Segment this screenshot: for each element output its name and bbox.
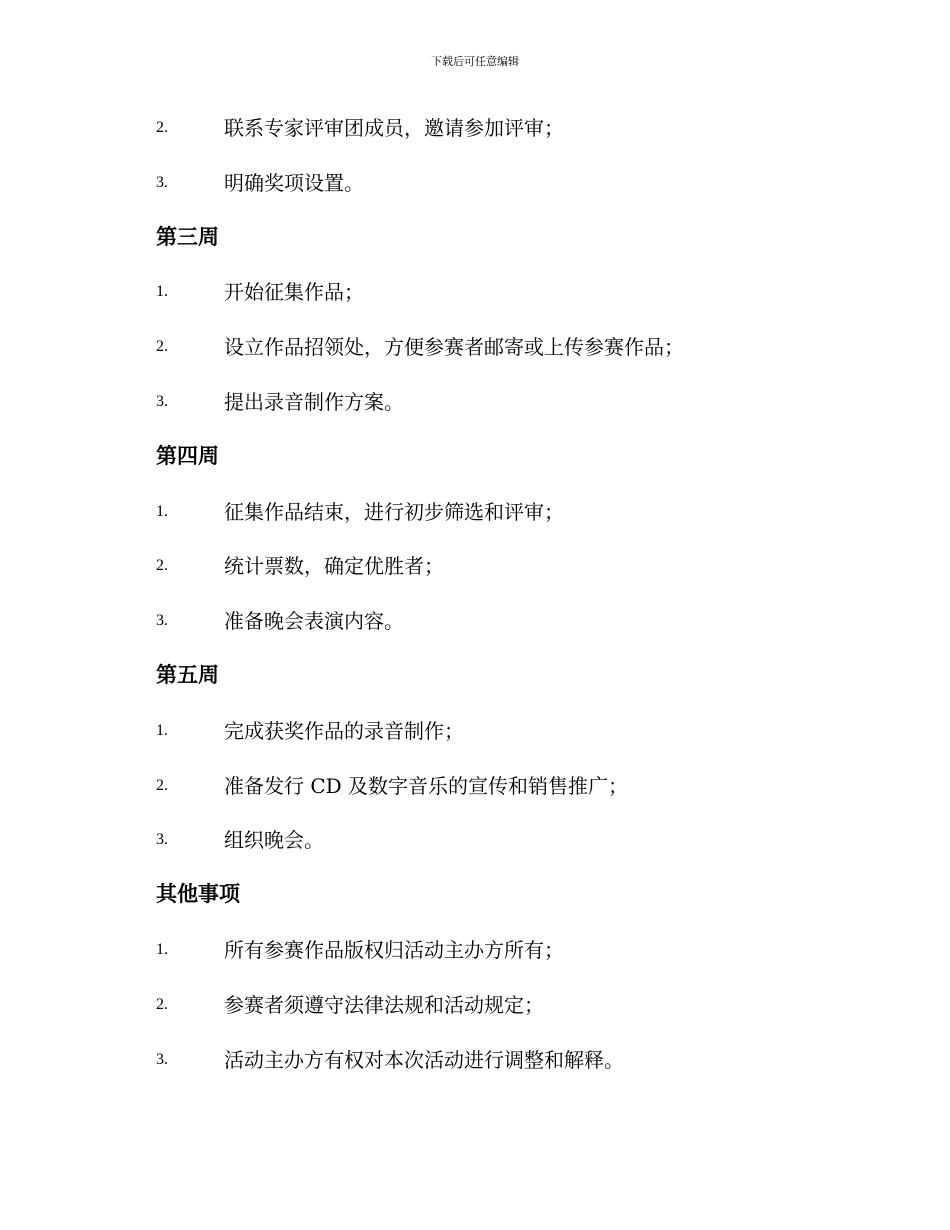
section-heading-row bbox=[0, 648, 950, 703]
section-heading-row bbox=[0, 210, 950, 265]
list-item-text: 所有参赛作品版权归活动主办方所有； bbox=[224, 937, 564, 962]
list-item-text: 参赛者须遵守法律法规和活动规定； bbox=[224, 992, 544, 1017]
list-item bbox=[0, 538, 950, 593]
list-item-text: 联系专家评审团成员，邀请参加评审； bbox=[224, 116, 564, 140]
list-item bbox=[0, 155, 950, 210]
list-item bbox=[0, 264, 950, 319]
list-item-text: 征集作品结束，进行初步筛选和评审； bbox=[224, 499, 564, 524]
list-item-number: 1. bbox=[156, 940, 168, 958]
list-item-number: 2. bbox=[156, 119, 168, 136]
list-item bbox=[0, 703, 950, 758]
page-header: 下载后可任意编辑 bbox=[431, 55, 519, 68]
list-item-number: 2. bbox=[156, 995, 168, 1013]
list-item-text: 准备晚会表演内容。 bbox=[224, 609, 404, 634]
list-item-number: 3. bbox=[156, 612, 168, 630]
list-item bbox=[0, 977, 950, 1032]
list-item-number: 2. bbox=[156, 338, 168, 356]
list-item-text: 准备发行 CD 及数字音乐的宣传和销售推广； bbox=[224, 773, 629, 798]
list-item bbox=[0, 100, 950, 155]
section-heading-week-3: 第三周 bbox=[156, 223, 219, 249]
list-item bbox=[0, 593, 950, 648]
list-item-text: 明确奖项设置。 bbox=[224, 170, 364, 195]
list-item-number: 2. bbox=[156, 557, 168, 575]
section-heading-week-4: 第四周 bbox=[156, 442, 219, 468]
section-heading-row bbox=[0, 867, 950, 922]
list-item-text: 完成获奖作品的录音制作； bbox=[224, 718, 464, 743]
section-heading-row bbox=[0, 429, 950, 484]
list-item bbox=[0, 319, 950, 374]
section-heading-other-matters: 其他事项 bbox=[156, 881, 240, 907]
list-item-text: 提出录音制作方案。 bbox=[224, 389, 404, 414]
list-item-number: 3. bbox=[156, 392, 168, 410]
list-item-text: 组织晚会。 bbox=[224, 828, 324, 853]
document-body bbox=[0, 100, 950, 1086]
list-item-number: 1. bbox=[156, 721, 168, 739]
section-heading-week-5: 第五周 bbox=[156, 661, 219, 687]
list-item bbox=[0, 1032, 950, 1087]
list-item bbox=[0, 374, 950, 429]
list-item-number: 1. bbox=[156, 283, 168, 301]
list-item bbox=[0, 922, 950, 977]
list-item-text: 设立作品招领处，方便参赛者邮寄或上传参赛作品； bbox=[224, 335, 684, 360]
list-item bbox=[0, 484, 950, 539]
list-item bbox=[0, 758, 950, 813]
list-item-text: 活动主办方有权对本次活动进行调整和解释。 bbox=[224, 1047, 624, 1072]
list-item bbox=[0, 812, 950, 867]
list-item-number: 3. bbox=[156, 831, 168, 849]
list-item-text: 统计票数，确定优胜者； bbox=[224, 554, 444, 579]
list-item-number: 3. bbox=[156, 173, 168, 191]
list-item-number: 1. bbox=[156, 502, 168, 520]
list-item-text: 开始征集作品； bbox=[224, 280, 364, 305]
list-item-number: 2. bbox=[156, 776, 168, 794]
list-item-number: 3. bbox=[156, 1050, 168, 1068]
